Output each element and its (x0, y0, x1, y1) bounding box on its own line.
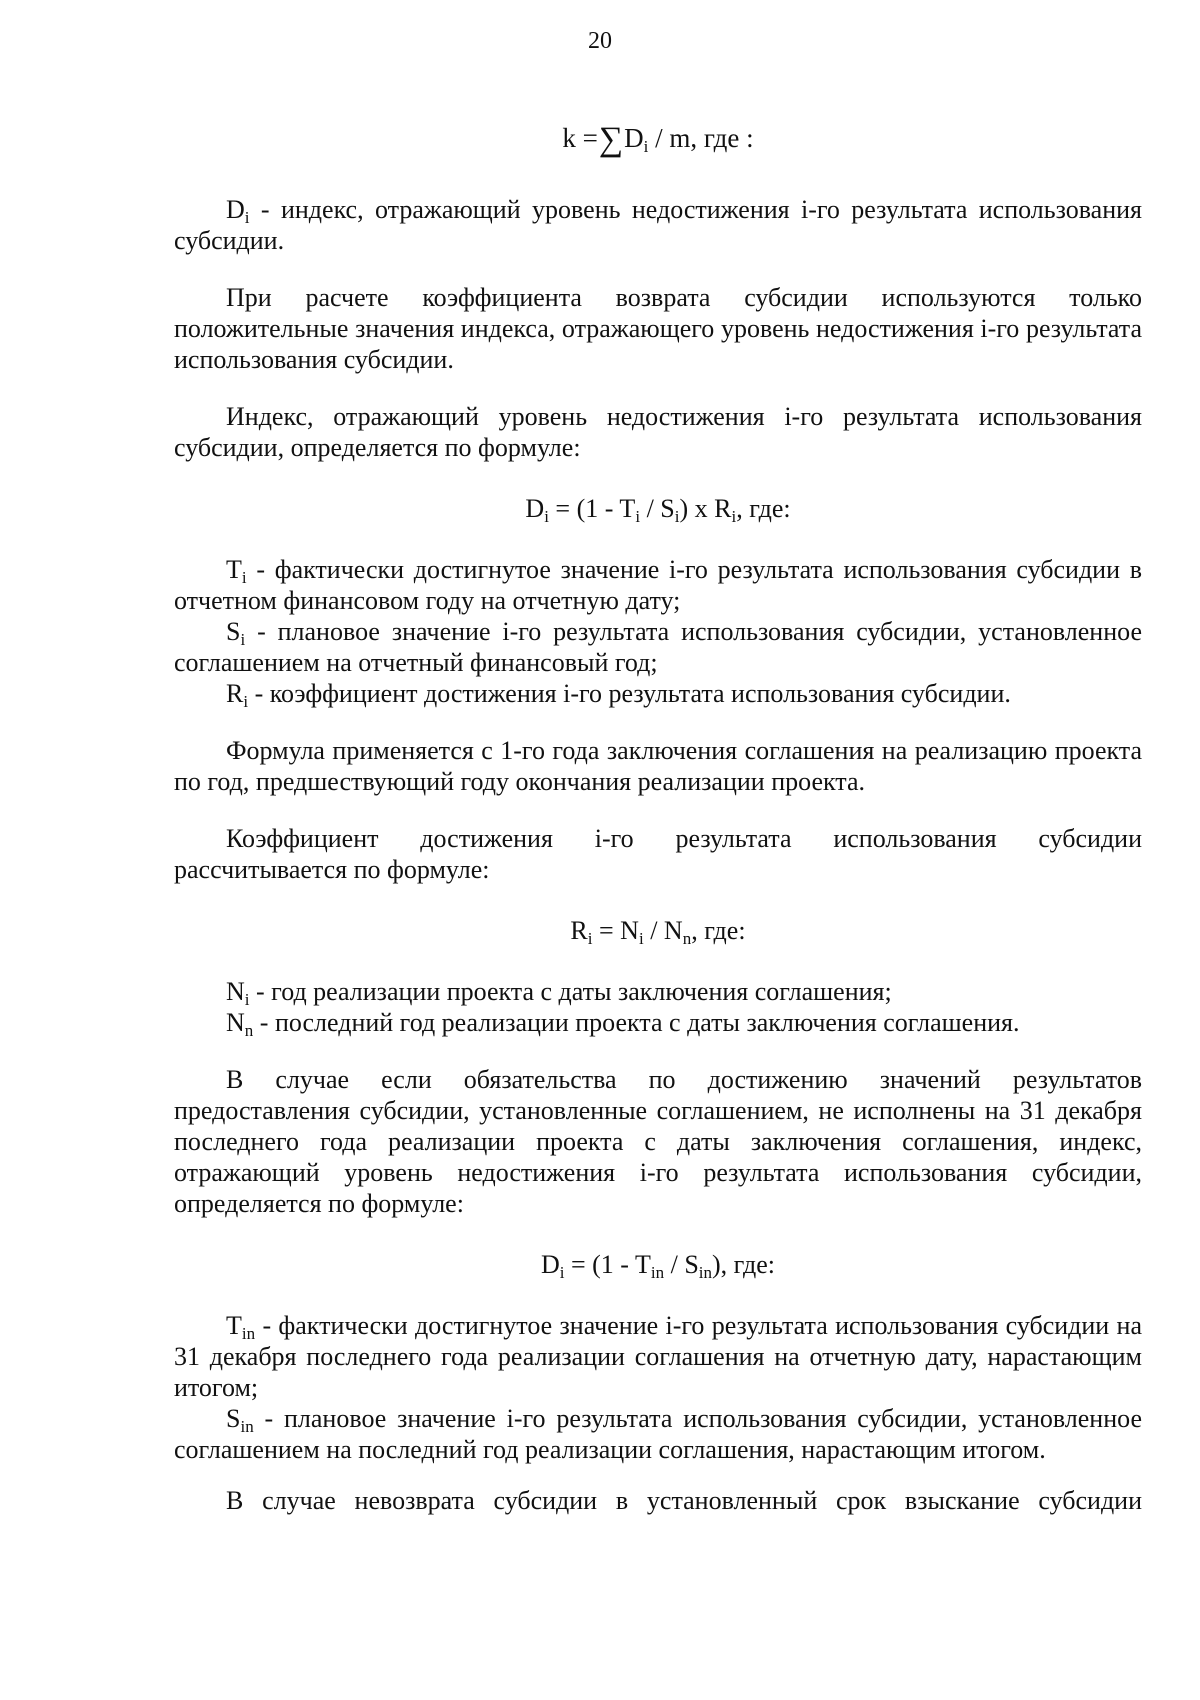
f2-p1: = (1 - T (564, 1250, 651, 1279)
nn-text: - последний год реализации проекта с даты заключения соглашения. (253, 1008, 1020, 1037)
ti-sub: i (241, 568, 247, 587)
f1-t-sub: i (635, 507, 641, 526)
page-number: 20 (588, 28, 612, 54)
ti-text: - фактически достигнутое значение i-го результата использования субсидии в отчетном финансовом году на отчетную дату; (174, 555, 1142, 615)
sum-symbol: ∑ (598, 121, 624, 158)
f2-s-sub: in (698, 1263, 713, 1282)
fr-p1: = N (592, 916, 639, 945)
sin-sub: in (240, 1417, 254, 1436)
fr-p3: , где: (691, 916, 746, 945)
ni-text: - год реализации проекта с даты заключения соглашения; (249, 977, 892, 1006)
paragraph-di-definition (174, 194, 1142, 256)
f1-p3: ) x R (679, 494, 732, 523)
f1-p4: , где: (736, 494, 791, 523)
definition-nn (174, 1007, 1142, 1038)
di-sub: i (244, 208, 250, 227)
tin-sub: in (241, 1324, 256, 1343)
f1-p2: / S (640, 494, 675, 523)
ni-sub: i (244, 990, 250, 1009)
f2-p3: ), где: (712, 1250, 776, 1279)
f1-p1: = (1 - T (548, 494, 636, 523)
paragraph-positive-values: При расчете коэффициента возврата субсидии используются только положительные значения индекса, отражающего уровень недостижения i-го результата использования субсидии. (174, 283, 1142, 374)
ri-sub: i (243, 692, 249, 711)
formula-k-lhs: k = (562, 123, 598, 153)
fr-n-sub: i (638, 929, 644, 948)
di-symbol: D (226, 195, 245, 224)
formula-di-1 (174, 493, 1142, 524)
sin-text: - плановое значение i-го результата использования субсидии, установленное соглашением на последний год реализации соглашения, нарастающим итогом. (174, 1404, 1142, 1464)
fr-p2: / N (643, 916, 683, 945)
formula-k-rest: / m, где : (648, 123, 754, 153)
f1-r-sub: i (731, 507, 737, 526)
nn-sub: n (244, 1021, 254, 1040)
nn-symbol: N (226, 1008, 245, 1037)
ti-symbol: T (226, 555, 242, 584)
ni-symbol: N (226, 977, 245, 1006)
fr-r: R (570, 916, 588, 945)
fr-r-sub: i (587, 929, 593, 948)
definition-ti (174, 554, 1142, 616)
formula-ri (174, 915, 1142, 946)
definition-ri (174, 678, 1142, 709)
si-text: - плановое значение i-го результата использования субсидии, установленное соглашением на отчетный финансовый год; (174, 617, 1142, 677)
tin-symbol: T (226, 1311, 242, 1340)
f2-d-sub: i (559, 1263, 565, 1282)
definition-tin (174, 1310, 1142, 1403)
document-body (174, 118, 1142, 1516)
ri-symbol: R (226, 679, 244, 708)
di-text: - индекс, отражающий уровень недостижения i-го результата использования субсидии. (174, 195, 1142, 255)
paragraph-index-intro: Индекс, отражающий уровень недостижения i-го результата использования субсидии, определяется по формуле: (174, 402, 1142, 462)
f2-p2: / S (664, 1250, 699, 1279)
f1-s-sub: i (674, 507, 680, 526)
f2-t-sub: in (650, 1263, 665, 1282)
f1-d-sub: i (544, 507, 549, 526)
formula-di-2 (174, 1249, 1142, 1280)
paragraph-formula-applies: Формула применяется с 1-го года заключения соглашения на реализацию проекта по год, предшествующий году окончания реализации проекта. (174, 736, 1142, 796)
paragraph-case-not-fulfilled: В случае если обязательства по достижению значений результатов предоставления субсидии, установленные соглашением, не исполнены на 31 декабря последнего года реализации проекта с даты заключения соглашения, индекс, отражающий уровень недостижения i-го результата использования субсидии, определяется по формуле: (174, 1065, 1142, 1218)
ri-text: - коэффициент достижения i-го результата использования субсидии. (248, 679, 1011, 708)
sin-symbol: S (226, 1404, 241, 1433)
paragraph-non-return: В случае невозврата субсидии в установленный срок взыскание субсидии (226, 1486, 1142, 1515)
fr-nn-sub: n (682, 929, 692, 948)
tin-text: - фактически достигнутое значение i-го результата использования субсидии на 31 декабря последнего года реализации соглашения на отчетную дату, нарастающим итогом; (174, 1311, 1142, 1402)
formula-k-d-sub: i (643, 137, 649, 156)
paragraph-coef-intro: Коэффициент достижения i-го результата использования субсидии рассчитывается по формуле: (174, 824, 1142, 884)
formula-k-d: D (624, 123, 644, 153)
formula-k (174, 118, 1142, 160)
si-symbol: S (226, 617, 241, 646)
f2-d: D (540, 1250, 560, 1279)
si-sub: i (240, 630, 246, 649)
definition-si (174, 616, 1142, 678)
definition-ni (174, 976, 1142, 1007)
definition-sin (174, 1403, 1142, 1465)
f1-d: D (525, 494, 545, 523)
